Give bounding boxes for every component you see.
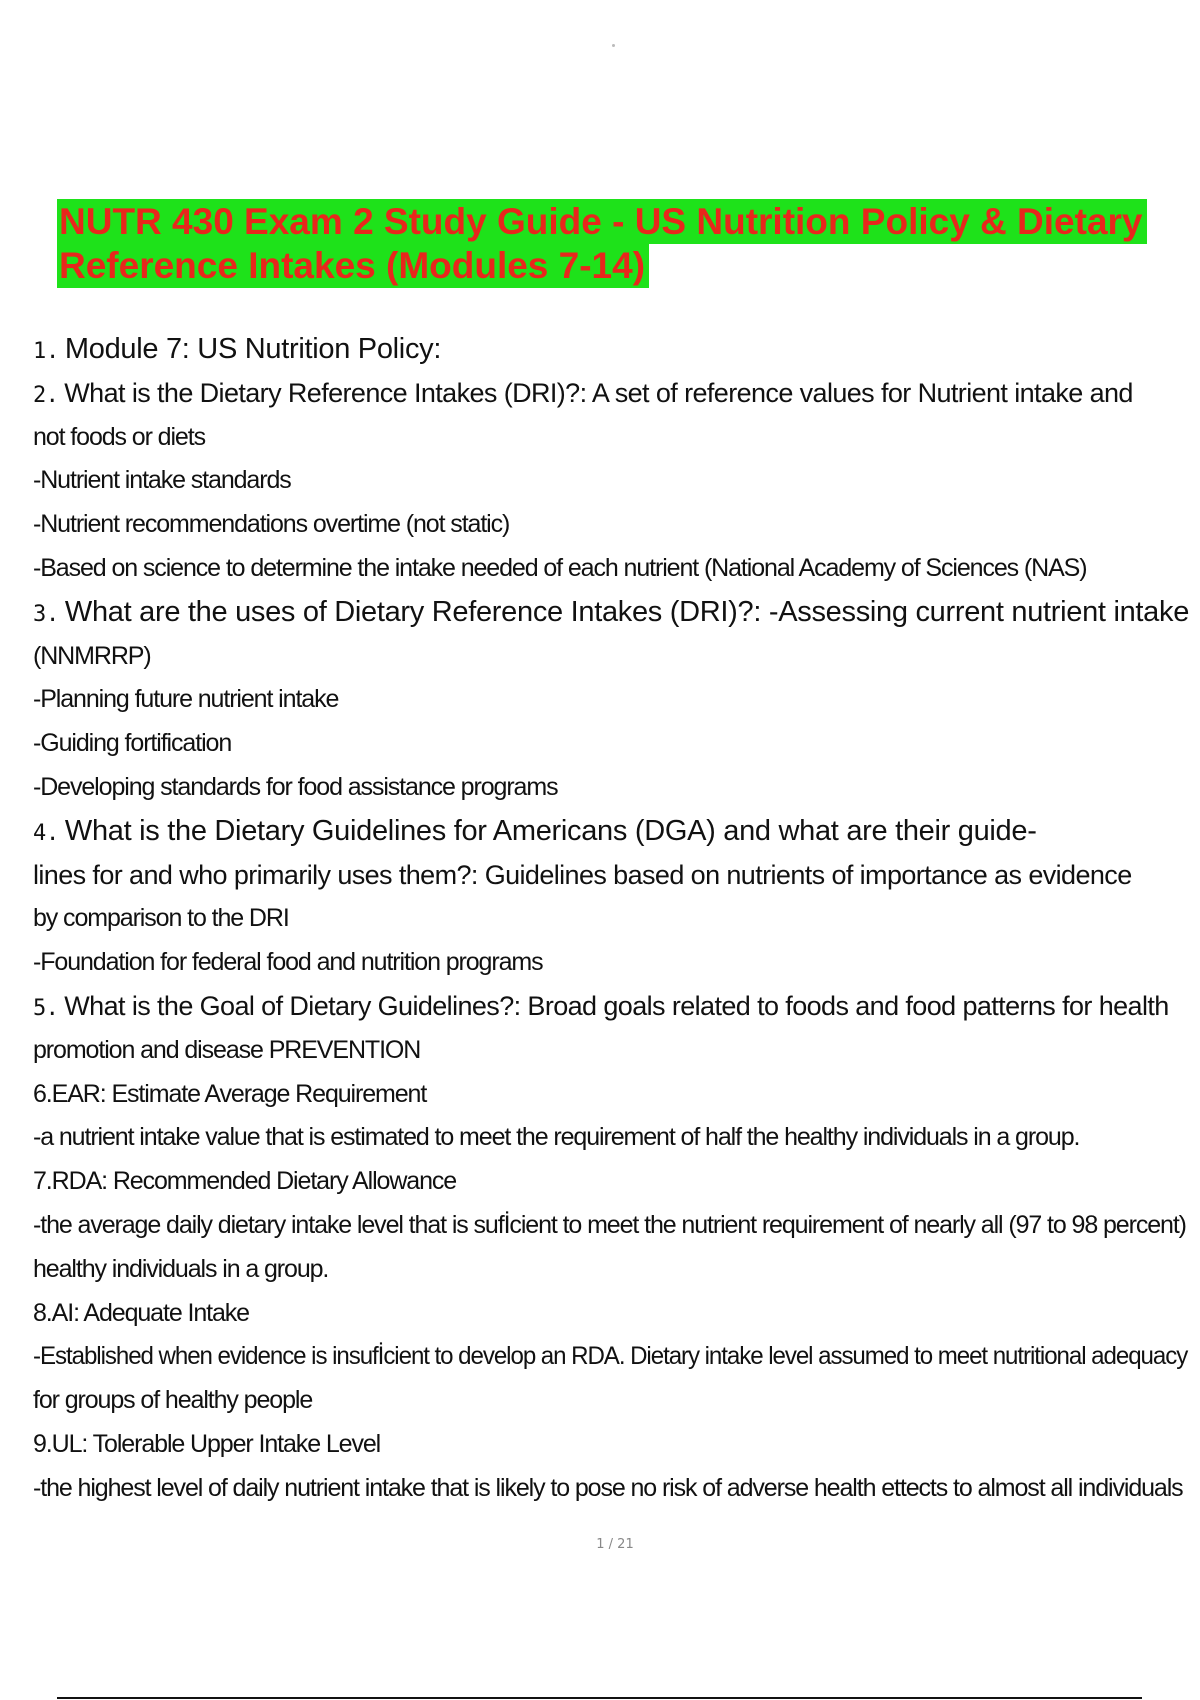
content-line [33,1292,1193,1336]
line-text: -Developing standards for food assistance programs [33,772,558,801]
content-line [33,416,1193,460]
line-text: EAR: Estimate Average Requirement [51,1079,427,1108]
top-dot [612,44,615,47]
content-line [33,1248,1193,1292]
item-number: 1. [33,339,59,364]
line-text: AI: Adequate Intake [51,1298,249,1327]
title-line-1: NUTR 430 Exam 2 Study Guide - US Nutrition Policy & Dietary [57,199,1147,244]
content-line [33,372,1193,416]
item-number: 8. [33,1298,52,1327]
line-text: -Established when evidence is insufİcient to develop an RDA. Dietary intake level assumed to meet nutritional adequacy [33,1342,1188,1371]
item-number: 2. [33,382,59,408]
line-text: -Nutrient recommendations overtime (not static) [33,510,510,539]
content-line [33,1204,1193,1248]
title-line-2: Reference Intakes (Modules 7-14) [57,243,649,288]
content-line [33,1423,1193,1467]
line-text: UL: Tolerable Upper Intake Level [51,1429,381,1458]
item-number: 4. [33,820,59,846]
content-line [33,678,1193,722]
content-line [33,1029,1193,1073]
content-line [33,591,1193,635]
line-text: Module 7: US Nutrition Policy: [64,333,442,365]
line-text: What is the Dietary Guidelines for Americans (DGA) and what are their guide- [64,814,1037,847]
study-guide-content [33,328,1193,1511]
line-text: What is the Goal of Dietary Guidelines?: Broad goals related to foods and food patterns for health [64,990,1169,1021]
line-text: -Nutrient intake standards [33,466,291,495]
line-text: promotion and disease PREVENTION [33,1035,421,1064]
content-line [33,766,1193,810]
line-text: -the highest level of daily nutrient intake that is likely to pose no risk of adverse health ettects to almost all individuals [33,1473,1183,1502]
document-title [57,200,1187,288]
content-line [33,985,1193,1029]
item-number: 3. [33,601,59,627]
content-line [33,635,1193,679]
content-line [33,810,1193,854]
content-line [33,722,1193,766]
content-line [33,1335,1193,1379]
line-text: for groups of healthy people [33,1386,313,1415]
line-text: lines for and who primarily uses them?: Guidelines based on nutrients of importance as evidence [33,859,1132,890]
content-line [33,897,1193,941]
item-number: 5. [33,995,59,1021]
line-text: by comparison to the DRI [33,904,289,933]
item-number: 9. [33,1429,52,1458]
line-text: RDA: Recommended Dietary Allowance [51,1167,457,1196]
item-number: 7. [33,1167,52,1196]
content-line [33,1160,1193,1204]
line-text: -Guiding fortification [33,729,232,758]
content-line [33,1467,1193,1511]
content-line [33,1116,1193,1160]
line-text: -Foundation for federal food and nutrition programs [33,948,543,977]
page-number: 1 / 21 [596,1537,634,1552]
content-line [33,1073,1193,1117]
line-text: -a nutrient intake value that is estimated to meet the requirement of half the healthy individuals in a group. [33,1123,1080,1152]
content-line [33,1379,1193,1423]
line-text: (NNMRRP) [33,641,151,670]
line-text: What are the uses of Dietary Reference Intakes (DRI)?: -Assessing current nutrient intake [64,595,1190,628]
content-line [33,854,1193,898]
content-line [33,941,1193,985]
line-text: -Based on science to determine the intake needed of each nutrient (National Academy of Sciences (NAS) [33,553,1087,582]
line-text: What is the Dietary Reference Intakes (DRI)?: A set of reference values for Nutrient intake and [64,377,1133,408]
content-line [33,328,1193,372]
content-line [33,503,1193,547]
line-text: healthy individuals in a group. [33,1254,329,1283]
line-text: -Planning future nutrient intake [33,685,339,714]
item-number: 6. [33,1079,52,1108]
content-line [33,459,1193,503]
line-text: not foods or diets [33,422,205,451]
content-line [33,547,1193,591]
bottom-rule [57,1697,1142,1699]
line-text: -the average daily dietary intake level that is sufİcient to meet the nutrient requirement of nearly all (97 to 98 percent) [33,1210,1186,1239]
